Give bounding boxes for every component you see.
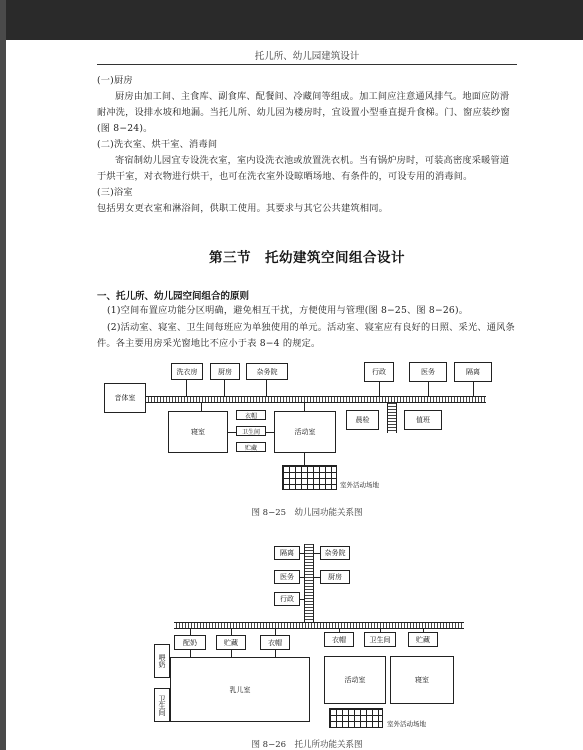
admin-room: 行政 [364, 362, 394, 382]
running-head: 托儿所、幼儿园建筑设计 [254, 51, 360, 62]
figure-8-25-caption: 图 8−25 幼儿园功能关系图 [251, 508, 363, 518]
kitchen-paragraph: 厨房由加工间、主食库、副食库、配餐间、冷藏间等组成。加工间应注意通风排气。地面应防滑耐冲洗，设排水坡和地漏。当托儿所、幼儿园为楼房时，宜设置小型垂直提升食梯。门、窗应装纱窗(图 8−24)。 [97, 91, 511, 134]
entry-corridor [387, 403, 397, 433]
header-rule [97, 64, 517, 65]
link-line [473, 382, 474, 396]
toilet: 卫生间 [236, 426, 266, 436]
milk-prep-room: 配奶 [174, 635, 206, 650]
link-line [300, 599, 304, 600]
link-line [231, 629, 232, 635]
link-line [314, 577, 320, 578]
viewer-top-bar [0, 0, 583, 40]
cloakroom: 衣帽 [324, 632, 354, 647]
section-title: 第三节 托幼建筑空间组合设计 [209, 250, 405, 266]
principle-2: (2)活动室、寝室、卫生间每班应为单独使用的单元。活动室、寝室应有良好的日照、采光、通风条件。各主要用房采光窗地比不应小于表 8−4 的规定。 [97, 322, 515, 349]
outdoor-area-label: 室外活动场地 [340, 481, 379, 489]
link-line [423, 629, 424, 632]
duty-room: 值班 [404, 410, 442, 430]
link-line [304, 403, 305, 411]
bedroom: 寝室 [390, 656, 454, 704]
bath-paragraph: 包括男女更衣室和淋浴间，供职工使用。其要求与其它公共建筑相同。 [97, 203, 389, 214]
kitchen-room: 厨房 [210, 363, 240, 380]
link-line [339, 629, 340, 632]
laundry-heading: (二)洗衣室、烘干室、消毒间 [97, 139, 218, 150]
admin-room: 行政 [274, 592, 300, 606]
cloakroom: 衣帽 [236, 410, 266, 420]
link-line [428, 382, 429, 396]
outdoor-area-label: 室外活动场地 [387, 720, 426, 728]
service-yard: 杂务院 [246, 363, 288, 380]
storage: 贮藏 [408, 632, 438, 647]
figure-8-26-caption: 图 8−26 托儿所功能关系图 [251, 740, 363, 750]
link-line [201, 403, 202, 411]
toilet: 卫生间 [364, 632, 396, 647]
activity-room: 活动室 [324, 656, 386, 704]
nursing-room: 喂奶 [154, 644, 170, 678]
link-line [300, 553, 304, 554]
medical-room: 医务 [409, 362, 447, 382]
link-line [304, 453, 305, 465]
toilet: 卫生间 [154, 688, 170, 722]
kitchen-room: 厨房 [320, 570, 350, 584]
storage: 贮藏 [216, 635, 246, 650]
laundry-room: 洗衣房 [171, 363, 203, 380]
link-line [190, 650, 191, 657]
link-line [300, 577, 304, 578]
outdoor-play-area [282, 465, 337, 490]
baby-room: 乳儿室 [170, 657, 310, 722]
vertical-corridor [304, 544, 314, 622]
link-line [314, 553, 320, 554]
isolation-room: 隔离 [454, 362, 492, 382]
kitchen-heading: (一)厨房 [97, 75, 133, 86]
principle-1: (1)空间布置应功能分区明确，避免相互干扰，方便使用与管理(图 8−25、图 8−26)。 [107, 305, 469, 316]
link-line [275, 629, 276, 635]
link-line [186, 380, 187, 396]
storage: 贮藏 [236, 442, 266, 452]
link-line [190, 629, 191, 635]
outdoor-play-area [329, 708, 383, 728]
isolation-room: 隔离 [274, 546, 300, 560]
medical-room: 医务 [274, 570, 300, 584]
morning-check-room: 晨检 [346, 410, 379, 430]
main-corridor [174, 622, 464, 629]
cloakroom: 衣帽 [260, 635, 290, 650]
link-line [224, 380, 225, 396]
link-line [379, 382, 380, 396]
service-yard: 杂务院 [320, 546, 350, 560]
link-line [275, 650, 276, 657]
principles-subheading: 一、托儿所、幼儿园空间组合的原则 [97, 291, 250, 302]
music-room: 音体室 [104, 383, 146, 413]
bedroom: 寝室 [168, 411, 228, 453]
main-corridor [146, 396, 486, 403]
link-line [380, 629, 381, 632]
link-line [228, 432, 236, 433]
link-line [266, 432, 274, 433]
document-page [6, 40, 583, 750]
bath-heading: (三)浴室 [97, 187, 133, 198]
laundry-paragraph: 寄宿制幼儿园宜专设洗衣室，室内设洗衣池或放置洗衣机。当有锅炉房时，可装高密度采暖管道于烘干室，对衣物进行烘干，也可在洗衣室外设晾晒场地、有条件的，可设专用的消毒间。 [97, 155, 510, 182]
activity-room: 活动室 [274, 411, 336, 453]
link-line [266, 380, 267, 396]
link-line [231, 650, 232, 657]
